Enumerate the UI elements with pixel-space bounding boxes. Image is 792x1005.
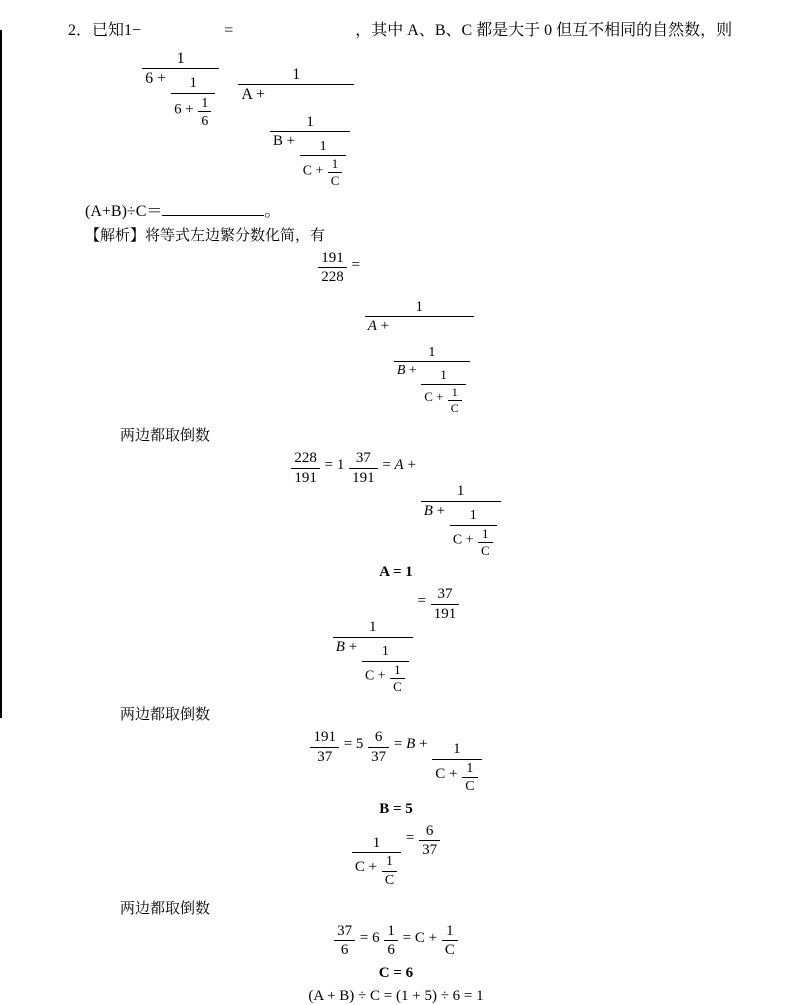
result-line: A = 1: [379, 564, 413, 581]
math-token: C: [330, 173, 340, 188]
math-token: 191: [294, 469, 317, 486]
fraction: [197, 95, 212, 128]
equation-line: [0, 450, 792, 558]
math-token: =: [413, 593, 430, 610]
math-token: B: [406, 736, 416, 753]
numerator: [362, 644, 409, 661]
numerator: [421, 368, 466, 384]
result-line: B = 5: [379, 800, 413, 817]
denominator: [462, 778, 477, 794]
fraction: [309, 729, 340, 765]
numerator: [318, 250, 347, 269]
analysis-tag: 【解析】: [85, 227, 146, 244]
numerator: [291, 450, 320, 469]
fraction: [441, 923, 459, 959]
math-token: C +: [364, 668, 390, 684]
numerator: [368, 729, 389, 748]
math-token: C: [444, 942, 455, 959]
math-token: +: [344, 638, 361, 655]
denominator: [300, 156, 347, 188]
math-token: 1: [386, 854, 393, 870]
math-token: 37: [437, 586, 453, 603]
numerator: [270, 114, 350, 132]
fraction: [361, 644, 410, 694]
fraction: [290, 450, 321, 486]
math-token: 191: [313, 729, 336, 746]
math-token: 228: [294, 450, 317, 467]
numerator: [382, 854, 397, 871]
math-token: (A + B) ÷ C = (1 + 5) ÷ 6 = 1: [308, 987, 484, 1004]
numerator: [450, 508, 497, 525]
math-token: 1: [394, 661, 401, 677]
denominator: [384, 941, 398, 959]
math-token: 1: [292, 65, 301, 83]
numerator: [310, 729, 339, 748]
numerator: [328, 157, 343, 173]
math-token: 1−: [124, 22, 142, 39]
fraction: [299, 138, 348, 188]
equation-line: [0, 923, 792, 959]
math-token: 1: [387, 922, 395, 939]
denominator: [390, 679, 405, 694]
denominator: [238, 85, 354, 188]
answer-blank: [162, 200, 264, 216]
math-token: = C +: [398, 929, 441, 946]
math-token: = 5: [339, 736, 368, 753]
math-token: 37: [371, 748, 387, 765]
numerator: [334, 923, 355, 942]
math-token: A: [394, 457, 404, 474]
denominator: [171, 94, 215, 128]
denominator: [362, 662, 409, 695]
equation-line: [0, 250, 792, 415]
numerator: [238, 66, 354, 86]
numerator: [431, 586, 460, 605]
math-token: 37: [422, 842, 438, 859]
math-token: 1: [451, 384, 458, 399]
math-token: C +: [354, 859, 381, 876]
math-token: 1: [189, 75, 197, 92]
numerator: [142, 50, 219, 70]
math-token: = 1: [320, 457, 349, 474]
denominator: [442, 941, 458, 959]
math-token: 6: [340, 942, 349, 959]
answer-label: (A+B)÷C＝: [85, 202, 163, 220]
math-token: 1: [201, 94, 209, 110]
numerator: [478, 527, 493, 543]
math-token: =: [390, 736, 407, 753]
note-line: 两边都取倒数: [120, 428, 211, 445]
fraction: [383, 923, 399, 959]
fraction: [430, 586, 461, 622]
denominator: [198, 112, 211, 128]
fraction: [461, 761, 478, 795]
denominator: [394, 362, 470, 415]
math-token: =: [402, 829, 419, 846]
math-token: 1: [176, 49, 185, 67]
math-token: +: [403, 457, 420, 474]
fraction: [237, 66, 355, 188]
math-token: C +: [435, 765, 462, 782]
math-token: 1: [331, 156, 339, 171]
denominator: [421, 502, 501, 559]
denominator: [419, 841, 440, 859]
math-token: +: [432, 502, 449, 519]
math-token: =: [347, 256, 364, 273]
math-token: 1: [453, 741, 461, 758]
denominator: [270, 132, 350, 188]
analysis-line: [85, 224, 792, 245]
numerator: [462, 761, 477, 778]
math-token: 1: [319, 138, 327, 154]
denominator: [291, 469, 320, 487]
fraction: [333, 923, 356, 959]
denominator: [310, 748, 339, 766]
math-token: 37: [317, 748, 333, 765]
denominator: [432, 760, 481, 795]
denominator: [349, 469, 378, 487]
math-token: 6: [425, 822, 434, 839]
page-left-border: [0, 30, 2, 718]
math-token: 1: [369, 619, 377, 636]
numerator: [394, 345, 470, 362]
numerator: [198, 95, 211, 112]
denominator: [142, 69, 219, 128]
fraction: [447, 386, 463, 416]
fraction: [420, 483, 502, 558]
numerator: [333, 619, 413, 638]
math-token: C +: [452, 532, 477, 548]
denominator: [333, 638, 413, 695]
math-token: 1: [440, 367, 447, 383]
math-token: = 6: [356, 929, 384, 946]
math-token: +: [405, 362, 421, 378]
fraction: [317, 250, 348, 286]
denominator: [368, 748, 389, 766]
math-token: 1: [482, 525, 489, 541]
note-line: 两边都取倒数: [120, 900, 211, 917]
numerator: [384, 923, 398, 942]
fraction: [141, 50, 220, 129]
fraction: [449, 508, 498, 558]
numerator: [300, 138, 347, 155]
math-token: 191: [352, 469, 375, 486]
fraction: [431, 741, 482, 794]
math-token: 1: [415, 298, 423, 315]
denominator: [478, 543, 493, 558]
math-token: 191: [433, 605, 457, 622]
fraction: [170, 75, 216, 128]
analysis-text: 将等式左边繁分数化简，有: [145, 227, 326, 244]
math-token: 1: [466, 760, 474, 776]
equation-line: [0, 987, 792, 1005]
numerator: [432, 741, 481, 760]
numerator: [352, 835, 401, 854]
math-token: 1: [372, 834, 381, 851]
equation-line: [0, 586, 792, 694]
note-line: 两边都取倒数: [120, 707, 211, 724]
solution-steps: [0, 250, 792, 1005]
math-token: =: [220, 22, 238, 39]
math-token: C: [393, 678, 402, 694]
fraction: [327, 157, 344, 188]
fraction: [389, 663, 406, 695]
denominator: [431, 605, 460, 623]
math-token: A: [367, 318, 377, 335]
math-token: 228: [321, 269, 344, 286]
problem-number: 2．: [68, 22, 93, 39]
fraction: [477, 527, 494, 559]
math-token: 1: [456, 483, 465, 500]
math-token: B: [423, 502, 433, 519]
math-token: 6: [387, 942, 395, 959]
answer-line: [85, 198, 792, 221]
numerator: [421, 483, 501, 502]
numerator: [419, 823, 440, 842]
denominator: [365, 317, 474, 415]
denominator: [382, 872, 397, 888]
fraction: [332, 619, 414, 694]
fraction: [420, 368, 467, 415]
math-token: B +: [273, 133, 299, 150]
numerator: [349, 450, 378, 469]
math-token: C: [384, 872, 395, 888]
problem-statement: [68, 20, 786, 188]
denominator: [450, 526, 497, 559]
math-token: C +: [302, 161, 327, 177]
math-token: 1: [446, 922, 454, 939]
math-token: +: [415, 736, 432, 753]
math-token: 1: [428, 344, 436, 360]
denominator: [318, 268, 347, 286]
math-token: 37: [337, 922, 353, 939]
math-token: 1: [381, 644, 389, 660]
problem-lead: 已知: [92, 22, 125, 39]
fraction: [348, 450, 379, 486]
math-token: C: [480, 542, 490, 558]
result-line: C = 6: [378, 964, 414, 981]
math-token: 1: [306, 114, 314, 131]
numerator: [365, 299, 474, 318]
fraction: [418, 823, 441, 859]
math-token: 6: [201, 112, 209, 128]
answer-period: 。: [264, 202, 281, 220]
math-token: 1: [469, 508, 477, 524]
fraction: [364, 299, 475, 415]
numerator: [442, 923, 458, 942]
math-token: 37: [355, 450, 371, 467]
denominator: [328, 173, 343, 188]
denominator: [334, 941, 355, 959]
equation-line: [0, 729, 792, 794]
document-page: [0, 20, 792, 1004]
math-token: 6 +: [145, 70, 171, 88]
math-token: =: [378, 457, 395, 474]
problem-tail: ，其中 A、B、C 都是大于 0 但互不相同的自然数，则: [355, 22, 733, 39]
problem-expression: [124, 22, 355, 188]
fraction: [269, 114, 351, 188]
denominator: [421, 385, 466, 416]
math-token: C: [465, 779, 475, 795]
numerator: [390, 663, 405, 679]
numerator: [171, 75, 215, 93]
fraction: [381, 854, 398, 888]
math-token: B: [335, 638, 345, 655]
denominator: [448, 401, 462, 415]
math-token: 6 +: [174, 101, 198, 118]
math-token: C +: [424, 388, 447, 404]
math-token: 6: [374, 729, 383, 746]
equation-line: [0, 823, 792, 888]
fraction: [367, 729, 390, 765]
math-token: 191: [321, 249, 344, 266]
fraction: [393, 345, 471, 416]
math-token: C: [450, 400, 459, 415]
numerator: [448, 386, 462, 401]
math-token: A +: [241, 86, 270, 104]
math-token: +: [376, 318, 393, 335]
math-token: B: [396, 362, 406, 378]
fraction: [351, 835, 402, 888]
denominator: [352, 853, 401, 888]
